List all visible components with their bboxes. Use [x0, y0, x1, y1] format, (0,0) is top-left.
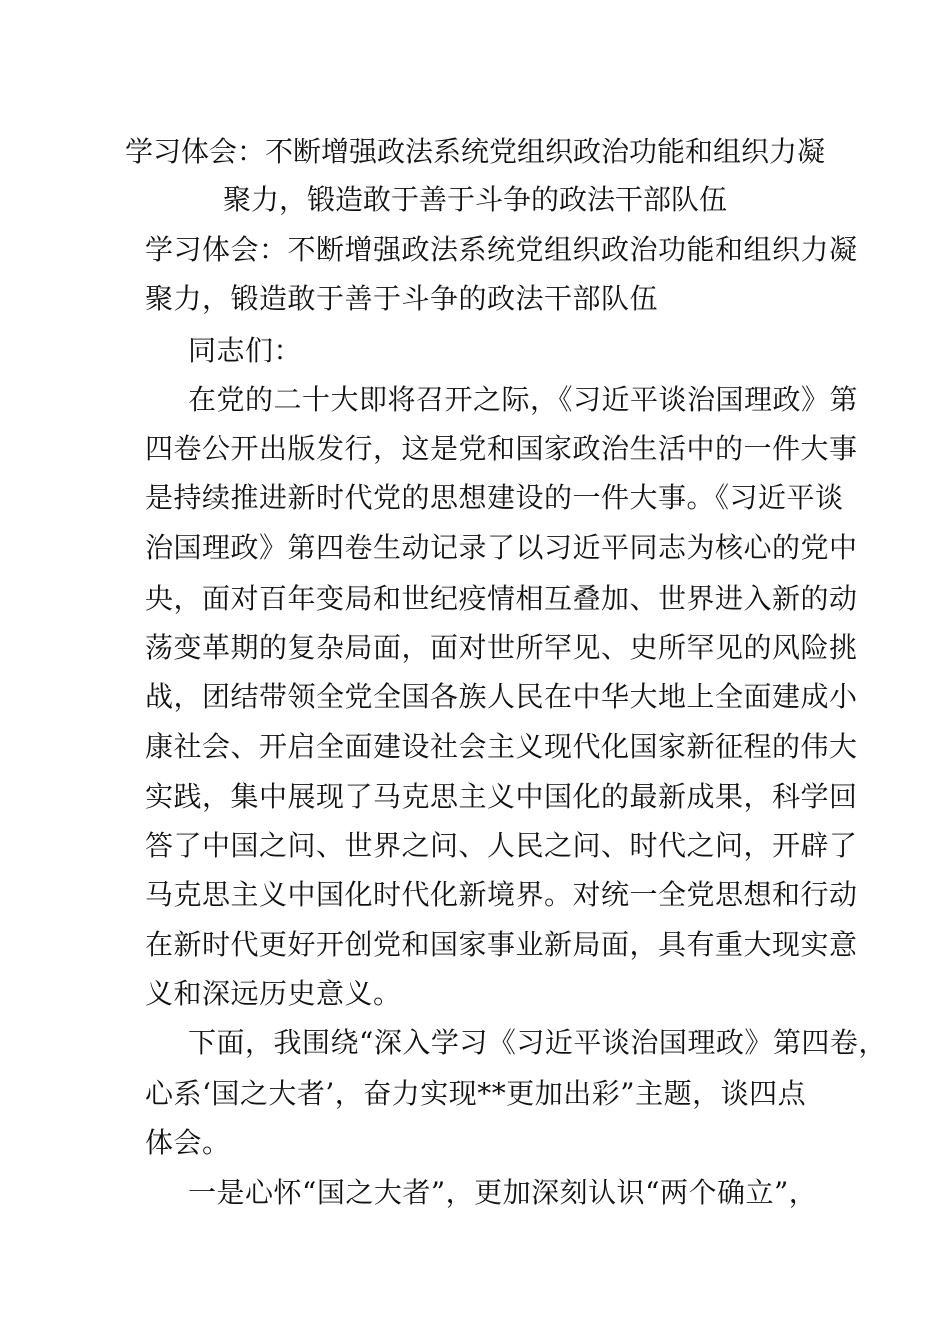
- paragraph-1-line: 在党的二十大即将召开之际，《习近平谈治国理政》第: [188, 383, 859, 416]
- paragraph-1-line: 战，团结带领全党全国各族人民在中华大地上全面建成小: [145, 680, 858, 713]
- salutation: 同志们：: [188, 334, 303, 367]
- paragraph-1-line: 康社会、开启全面建设社会主义现代化国家新征程的伟大: [145, 730, 858, 763]
- document-title-line-1: 学习体会：不断增强政法系统党组织政治功能和组织力凝: [124, 135, 825, 168]
- paragraph-1-line: 治国理政》第四卷生动记录了以习近平同志为核心的党中: [145, 531, 858, 564]
- paragraph-1-line: 在新时代更好开创党和国家事业新局面，具有重大现实意: [145, 928, 858, 961]
- paragraph-1-line: 马克思主义中国化时代化新境界。对统一全党思想和行动: [145, 878, 858, 911]
- paragraph-2-line: 下面，我围绕“深入学习《习近平谈治国理政》第四卷，: [188, 1026, 887, 1059]
- paragraph-1-line: 荡变革期的复杂局面，面对世所罕见、史所罕见的风险挑: [145, 631, 858, 664]
- heading-line-2: 聚力，锻造敢于善于斗争的政法干部队伍: [145, 282, 659, 315]
- paragraph-2-line: 心系‘国之大者’，奋力实现**更加出彩”主题，谈四点: [145, 1077, 807, 1110]
- document-title-line-2: 聚力，锻造敢于善于斗争的政法干部队伍: [222, 183, 727, 216]
- paragraph-1-line: 四卷公开出版发行，这是党和国家政治生活中的一件大事: [145, 432, 858, 465]
- paragraph-1-line: 央，面对百年变局和世纪疫情相互叠加、世界进入新的动: [145, 582, 858, 615]
- paragraph-1-line: 是持续推进新时代党的思想建设的一件大事。《习近平谈: [145, 481, 844, 514]
- paragraph-2-line: 体会。: [145, 1126, 231, 1159]
- paragraph-1-line: 义和深远历史意义。: [145, 977, 402, 1010]
- paragraph-1-line: 实践，集中展现了马克思主义中国化的最新成果，科学回: [145, 780, 858, 813]
- paragraph-1-line: 答了中国之问、世界之问、人民之问、时代之问，开辟了: [145, 829, 858, 862]
- heading-line-1: 学习体会：不断增强政法系统党组织政治功能和组织力凝: [145, 233, 858, 266]
- paragraph-3-line: 一是心怀“国之大者”，更加深刻认识“两个确立”，: [188, 1176, 818, 1209]
